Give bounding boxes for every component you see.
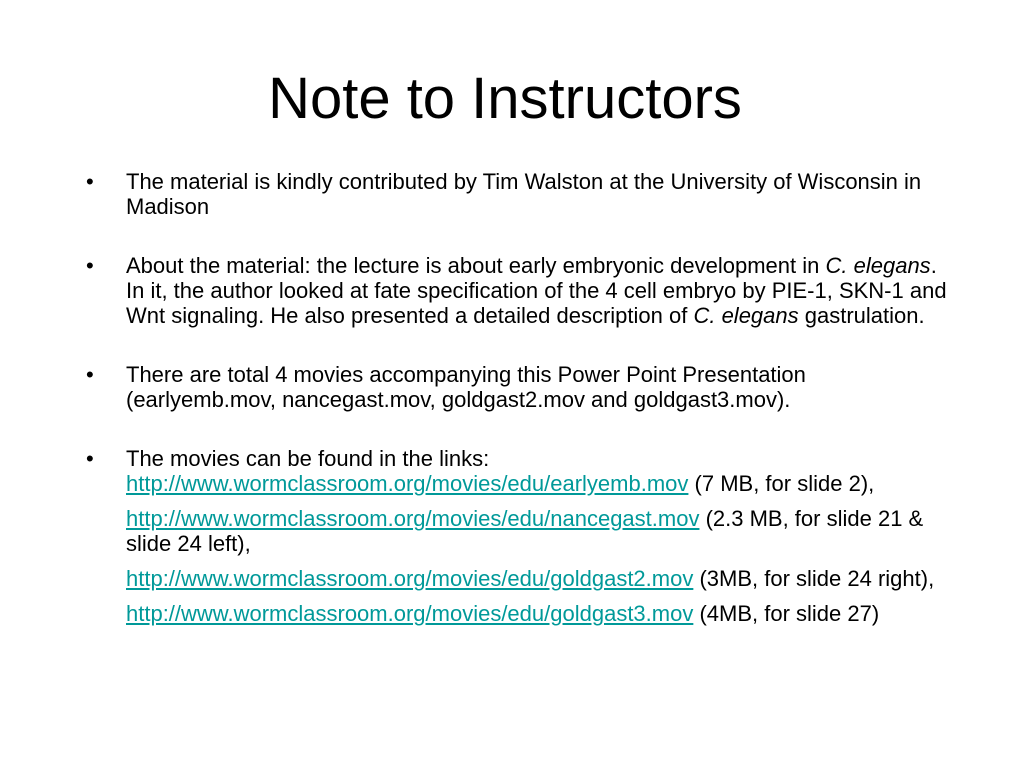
movie-link-note: (3MB, for slide 24 right),: [693, 566, 935, 591]
bullet-about-material: [84, 253, 954, 328]
bullet-movie-links: [84, 446, 954, 626]
bullet-marker: •: [86, 253, 94, 278]
bullet-marker: •: [86, 446, 94, 471]
movie-link-item: [126, 601, 954, 626]
movie-link-item: [126, 471, 954, 496]
movie-link-item: [126, 506, 954, 556]
bullet-marker: •: [86, 362, 94, 387]
species-name: C. elegans: [693, 303, 799, 328]
bullet-contributor: [84, 169, 954, 219]
bullet-text: The movies can be found in the links:: [126, 446, 490, 471]
bullet-movies-count: [84, 362, 954, 412]
movie-link[interactable]: http://www.wormclassroom.org/movies/edu/earlyemb.mov: [126, 471, 689, 496]
bullet-text: There are total 4 movies accompanying this Power Point Presentation (earlyemb.mov, nancegast.mov, goldgast2.mov and goldgast3.mov).: [126, 362, 806, 412]
species-name: C. elegans: [825, 253, 931, 278]
movie-link[interactable]: http://www.wormclassroom.org/movies/edu/goldgast2.mov: [126, 566, 694, 591]
slide-title: Note to Instructors: [268, 66, 742, 131]
movie-link-note: (7 MB, for slide 2),: [688, 471, 875, 496]
bullet-text: About the material: the lecture is about early embryonic development in: [126, 253, 826, 278]
movie-link-item: [126, 566, 954, 591]
bullet-text: . In it, the author looked at fate specification of the 4 cell embryo by PIE-1, SKN-1 and Wnt signaling. He also presented a detailed description of: [126, 253, 947, 328]
bullet-marker: •: [86, 169, 94, 194]
movie-link[interactable]: http://www.wormclassroom.org/movies/edu/nancegast.mov: [126, 506, 700, 531]
movie-link[interactable]: http://www.wormclassroom.org/movies/edu/goldgast3.mov: [126, 601, 694, 626]
slide-body: [84, 169, 954, 626]
bullet-text: The material is kindly contributed by Tim Walston at the University of Wisconsin in Madison: [126, 169, 922, 219]
movie-link-note: (4MB, for slide 27): [693, 601, 880, 626]
bullet-text: gastrulation.: [798, 303, 925, 328]
movie-link-note: (2.3 MB, for slide 21 & slide 24 left),: [126, 506, 924, 556]
